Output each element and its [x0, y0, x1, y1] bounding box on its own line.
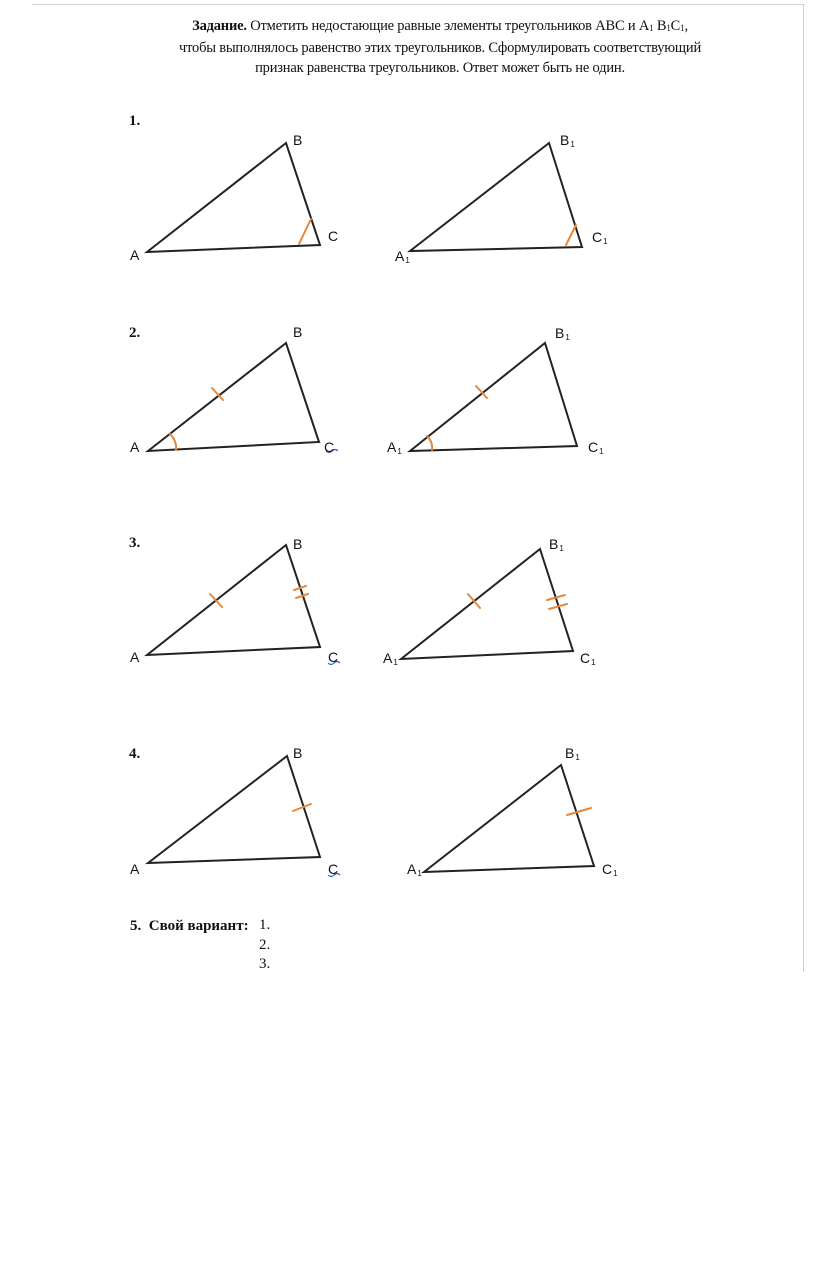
- angle-mark-c1-1: [566, 225, 576, 245]
- vertex-label-c1-1: C1: [592, 229, 608, 246]
- vertex-label-c-2: C: [324, 439, 335, 455]
- vertex-label-b-2: B: [293, 324, 303, 340]
- vertex-label-a-4: A: [130, 861, 140, 877]
- vertex-label-b1-4: B1: [565, 745, 580, 762]
- vertex-label-a1-1: A1: [395, 248, 410, 265]
- vertex-label-c-3: C: [328, 649, 339, 665]
- side-tick-a1b1-3: [468, 594, 480, 608]
- vertex-label-c1-3: C1: [580, 650, 596, 667]
- vertex-label-b-4: B: [293, 745, 303, 761]
- vertex-label-b-3: B: [293, 536, 303, 552]
- triangle-abc-3: [147, 545, 320, 655]
- own-variant-item-3: 3.: [259, 956, 271, 972]
- instruction-line-3: признак равенства треугольников. Ответ может быть не один.: [255, 60, 625, 76]
- vertex-label-b1-2: B1: [555, 325, 570, 342]
- task-2-number: 2.: [129, 325, 141, 341]
- instruction-line-2: чтобы выполнялось равенство этих треугольников. Сформулировать соответствующий: [178, 40, 702, 56]
- vertex-label-a1-4: A1: [407, 861, 422, 878]
- own-variant-item-2: 2.: [259, 936, 271, 953]
- triangle-a1b1c1-3: [401, 549, 573, 659]
- vertex-label-b-1: B: [293, 132, 303, 148]
- vertex-label-a1-2: A1: [387, 439, 402, 456]
- vertex-label-b1-1: B1: [560, 132, 575, 149]
- triangle-abc-2: [148, 343, 319, 451]
- triangle-a1b1c1-2: [410, 343, 577, 451]
- vertex-label-c-1: C: [328, 228, 339, 244]
- triangle-abc-1: [147, 143, 320, 252]
- instruction-line-1: Задание. Отметить недостающие равные элементы треугольников ABC и A1 B1C1,: [192, 18, 688, 34]
- triangle-a1b1c1-1: [410, 143, 582, 251]
- vertex-label-a-1: A: [130, 247, 140, 263]
- side-tick-b1c1-4: [567, 808, 591, 815]
- own-variant-heading: 5. Свой вариант:: [130, 918, 249, 934]
- task-1-number: 1.: [129, 113, 141, 129]
- vertex-label-c1-4: C1: [602, 861, 618, 878]
- own-variant-item-1: 1.: [259, 917, 271, 933]
- instruction-bold-prefix: Задание.: [192, 18, 247, 34]
- vertex-label-b1-3: B1: [549, 536, 564, 553]
- angle-arc-a1-2: [427, 436, 432, 450]
- task-4-number: 4.: [129, 746, 141, 762]
- triangle-a1b1c1-4: [424, 765, 594, 872]
- vertex-label-c-4: C: [328, 861, 339, 877]
- vertex-label-a1-3: A1: [383, 650, 398, 667]
- vertex-label-a-3: A: [130, 649, 140, 665]
- angle-arc-a-2: [170, 434, 176, 450]
- vertex-label-c1-2: C1: [588, 439, 604, 456]
- angle-mark-c-1: [299, 219, 311, 244]
- task-3-number: 3.: [129, 535, 141, 551]
- vertex-label-a-2: A: [130, 439, 140, 455]
- own-variant-list: [259, 916, 270, 975]
